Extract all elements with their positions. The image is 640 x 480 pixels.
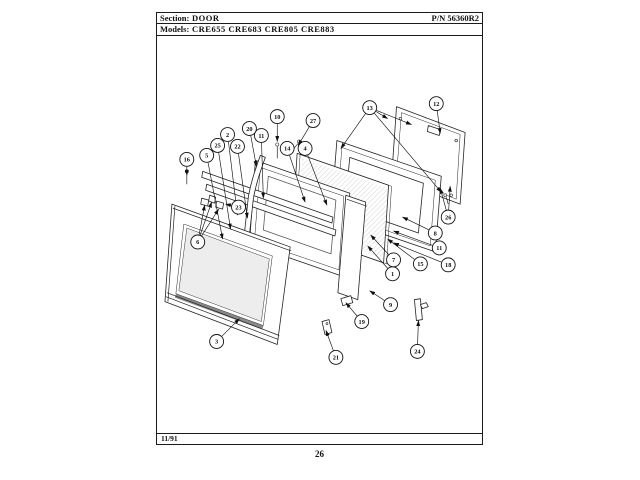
models-value: CRE655 CRE683 CRE805 CRE883 bbox=[192, 24, 335, 34]
manual-sheet bbox=[156, 12, 483, 445]
callout-21 bbox=[326, 331, 343, 365]
callout-27 bbox=[298, 114, 320, 146]
door-exploded-diagram bbox=[157, 36, 482, 433]
callout-number: 24 bbox=[414, 348, 421, 356]
section-label: Section: bbox=[160, 13, 190, 23]
callout-number: 20 bbox=[246, 125, 253, 133]
callout-19 bbox=[346, 303, 369, 329]
revision-date: 11/91 bbox=[161, 434, 178, 443]
section-header-row bbox=[157, 13, 482, 24]
callout-number: 15 bbox=[417, 261, 424, 269]
callout-number: 11 bbox=[258, 132, 265, 140]
screw-top bbox=[276, 143, 279, 159]
part-latch-bracket bbox=[322, 320, 332, 335]
callout-number: 9 bbox=[388, 301, 393, 309]
callout-number: 11 bbox=[436, 245, 443, 253]
callout-number: 22 bbox=[234, 143, 241, 151]
models-header-row bbox=[157, 24, 482, 36]
callout-24 bbox=[410, 321, 424, 359]
callout-number: 2 bbox=[225, 131, 230, 139]
revision-date-row bbox=[157, 433, 482, 444]
section-value: DOOR bbox=[192, 13, 220, 23]
callout-number: 1 bbox=[390, 271, 395, 279]
callout-number: 6 bbox=[196, 239, 200, 247]
callout-number: 19 bbox=[358, 318, 365, 326]
callout-20 bbox=[242, 122, 256, 167]
part-hinge-pin bbox=[414, 299, 428, 321]
callout-number: 7 bbox=[391, 257, 396, 265]
callout-number: 23 bbox=[235, 204, 242, 212]
page-number: 26 bbox=[315, 449, 324, 459]
callout-number: 4 bbox=[303, 145, 307, 153]
callout-number: 8 bbox=[433, 230, 437, 238]
callout-leader-line bbox=[341, 114, 366, 149]
callout-leader-line bbox=[346, 303, 357, 316]
callout-number: 16 bbox=[183, 156, 190, 164]
callout-leader-line bbox=[418, 321, 419, 344]
callout-16 bbox=[180, 152, 194, 175]
callout-number: 10 bbox=[274, 113, 281, 121]
callout-10 bbox=[270, 110, 284, 142]
callout-number: 18 bbox=[445, 262, 452, 270]
callout-number: 26 bbox=[445, 214, 452, 222]
callout-number: 25 bbox=[214, 142, 221, 150]
callout-9 bbox=[370, 291, 398, 312]
callout-number: 14 bbox=[284, 145, 291, 153]
models-label: Models: bbox=[160, 24, 190, 34]
callout-leader-line bbox=[370, 291, 385, 301]
callout-number: 13 bbox=[366, 104, 373, 112]
callout-23 bbox=[226, 200, 246, 214]
callout-number: 5 bbox=[205, 152, 209, 160]
callout-leader-line bbox=[251, 136, 257, 166]
callout-number: 12 bbox=[433, 100, 440, 108]
exploded-view-drawing bbox=[157, 36, 482, 433]
callout-number: 21 bbox=[332, 354, 340, 362]
part-number: P/N 56360R2 bbox=[431, 13, 479, 23]
callout-number: 3 bbox=[215, 338, 219, 346]
callout-number: 27 bbox=[309, 117, 317, 125]
